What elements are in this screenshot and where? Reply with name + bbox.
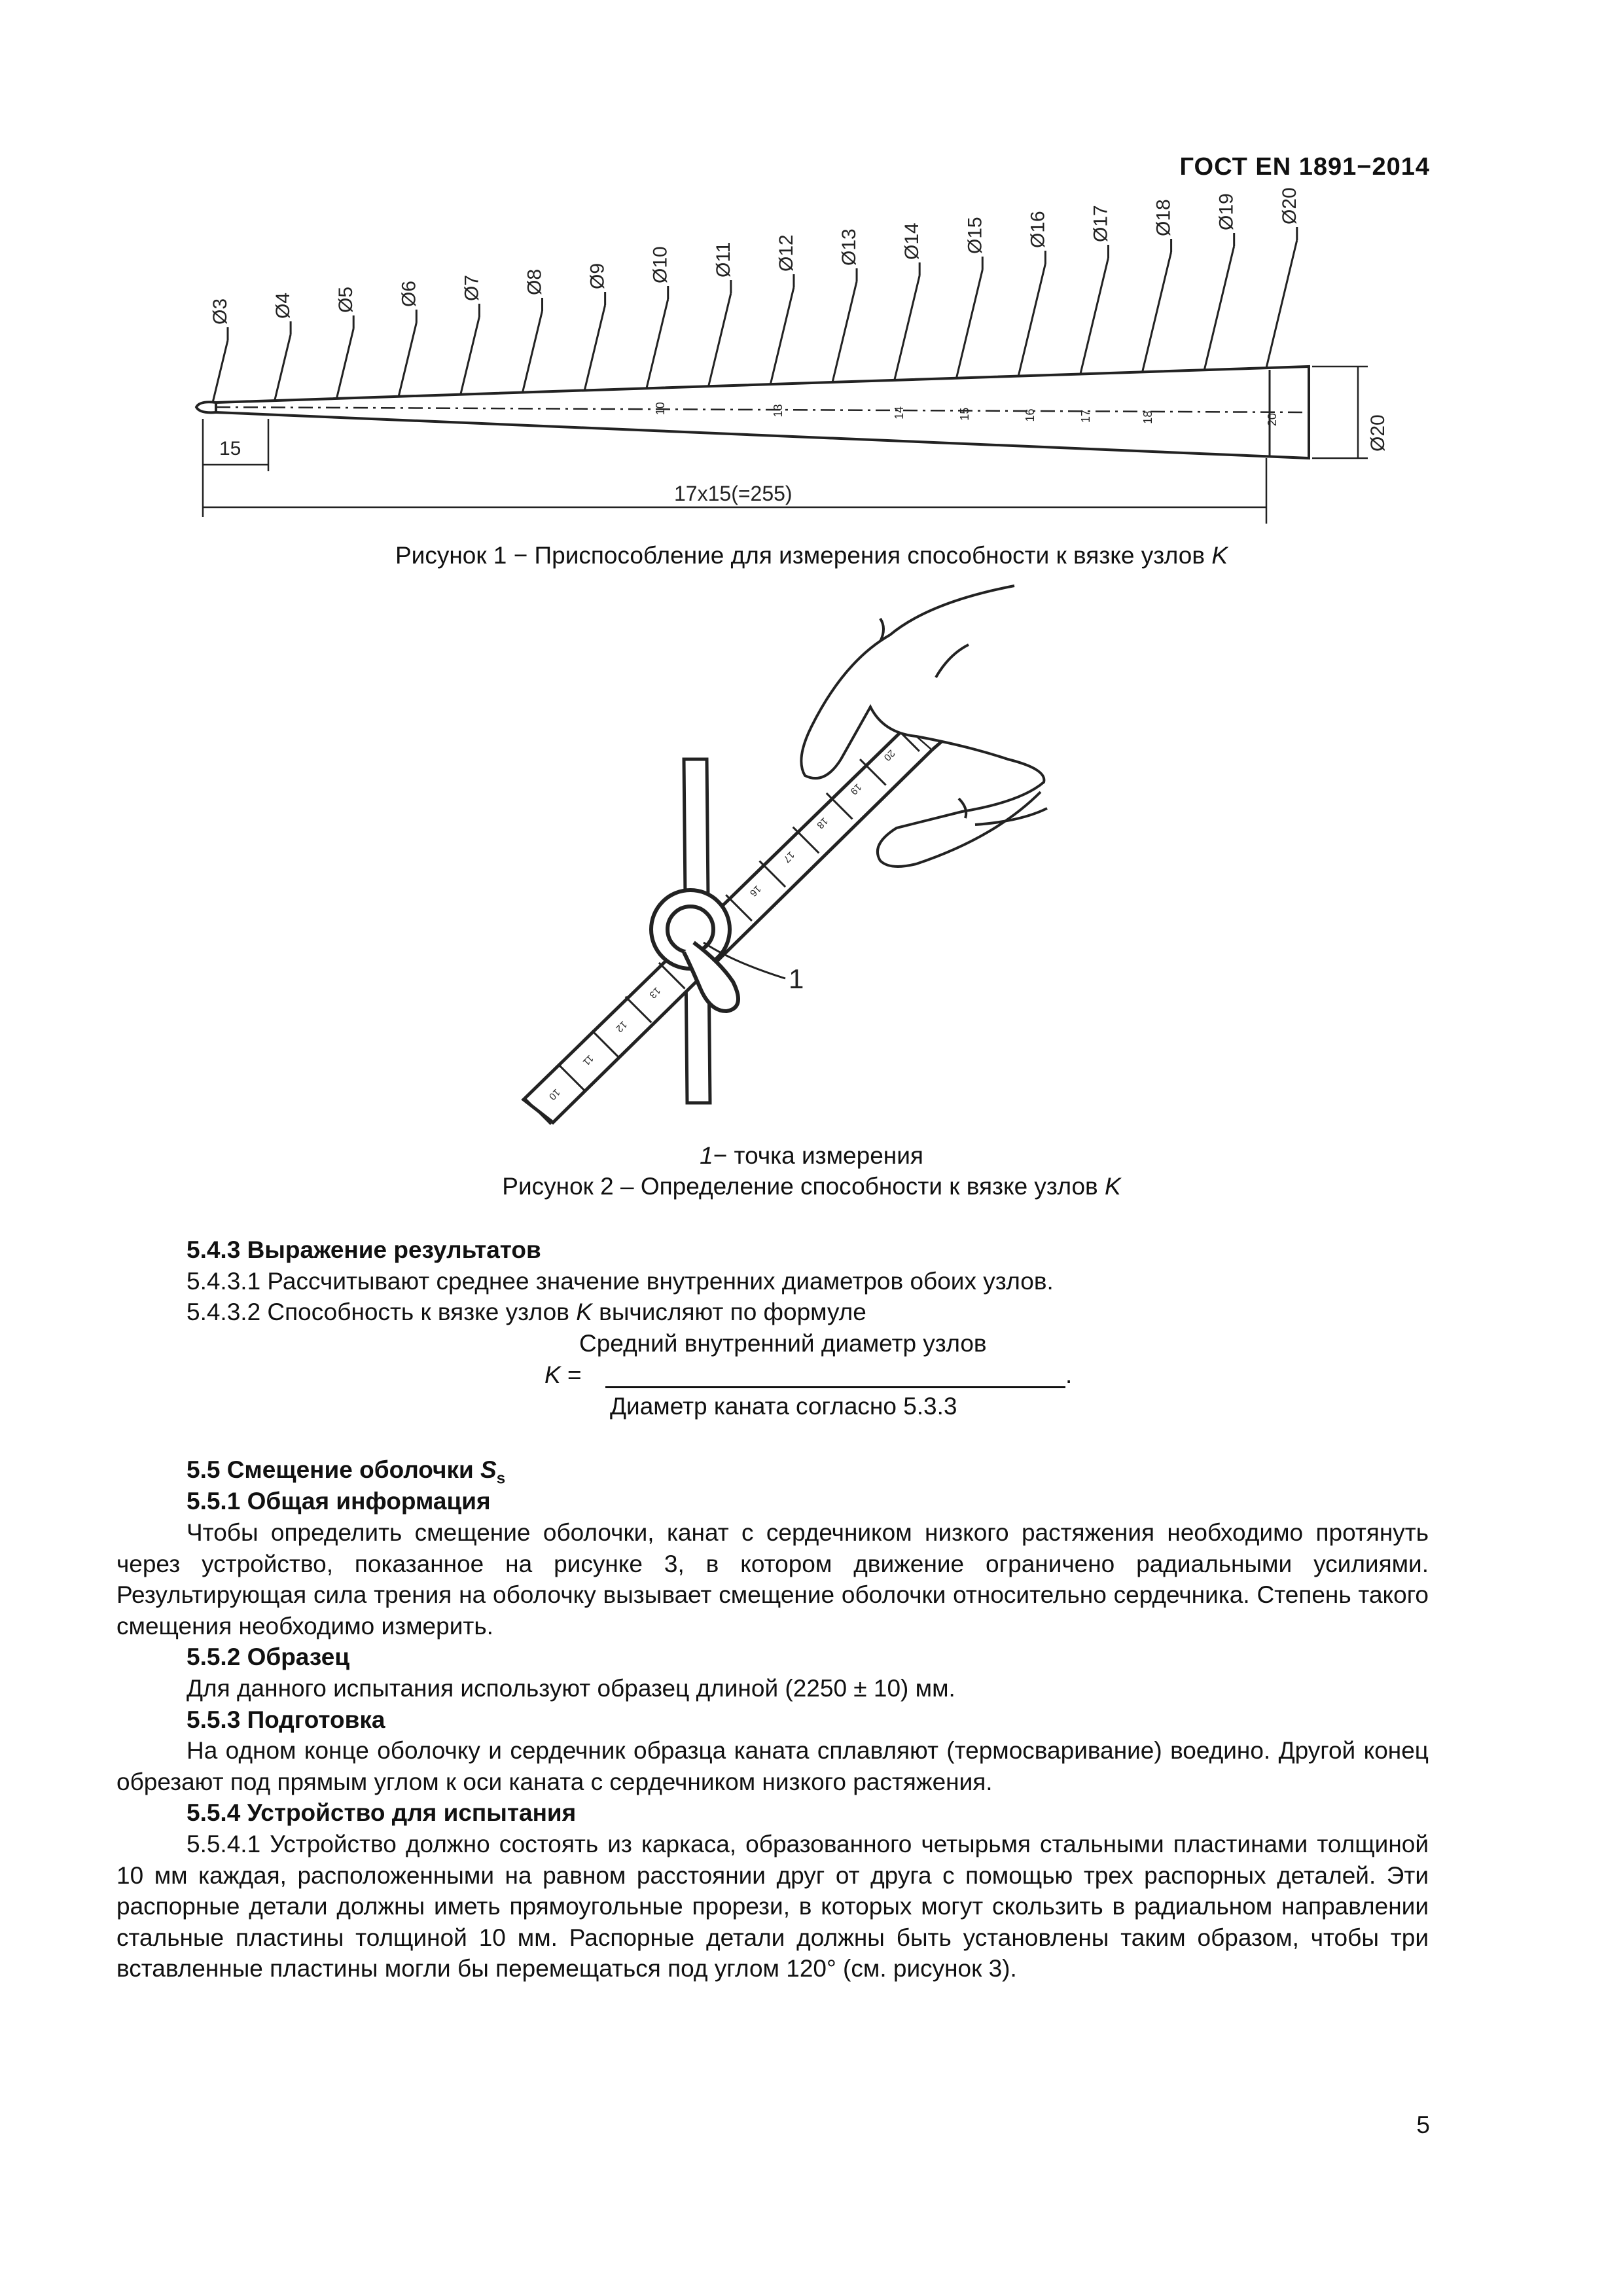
- segment-number-16: 16: [1024, 408, 1037, 422]
- diameter-label-17: Ø19: [1215, 193, 1238, 230]
- figure-1-caption: [0, 542, 1623, 569]
- paragraph-5-4-3-1: 5.4.3.1 Рассчитывают среднее значение внутренних диаметров обоих узлов.: [187, 1268, 1054, 1295]
- page-number: 5: [1416, 2111, 1430, 2138]
- diameter-label-4: Ø6: [398, 280, 420, 307]
- diameter-labels: [209, 187, 1300, 325]
- segment-number-15: 15: [958, 407, 971, 421]
- scale-mark-10: 10: [546, 1086, 562, 1102]
- diameter-pointer-4: [399, 323, 416, 397]
- formula-lhs: [544, 1359, 582, 1391]
- diameter-pointer-16: [1143, 252, 1171, 372]
- heading-5-5-3: 5.5.3 Подготовка: [187, 1706, 385, 1733]
- formula-fraction-bar: [605, 1386, 1065, 1388]
- segment-number-20: 20: [1266, 413, 1279, 427]
- diameter-pointer-15: [1080, 258, 1109, 374]
- diameter-label-1: Ø3: [209, 298, 231, 325]
- formula-lhs-symbol: K: [544, 1361, 561, 1388]
- segment-number-18: 18: [1141, 410, 1154, 424]
- scale-mark-12: 12: [613, 1018, 630, 1035]
- diameter-label-15: Ø17: [1090, 205, 1112, 242]
- segment-number-10: 10: [654, 402, 667, 416]
- scale-mark-13: 13: [647, 984, 663, 1001]
- segment-number-17: 17: [1079, 409, 1092, 423]
- diameter-pointer-17: [1204, 246, 1234, 370]
- paragraph-5-4-3-2-end: вычисляют по формуле: [592, 1299, 866, 1325]
- paragraph-5-5-1: Чтобы определить смещение оболочки, канат с сердечником низкого растяжения необходимо протянуть через устройство, показанное на рисунке 3, в котором движение ограничено радиальными усилиями. Результирующая сила трения на оболочку вызывает смещение оболочки относительно сердечника. Степень такого смещения необходимо измерить.: [116, 1519, 1429, 1640]
- formula-period: .: [1065, 1361, 1073, 1388]
- diameter-pointer-9: [709, 293, 731, 386]
- scale-mark-18: 18: [814, 815, 830, 831]
- diameter-pointer-8: [647, 299, 668, 388]
- heading-5-4-3: 5.4.3 Выражение результатов: [187, 1236, 541, 1263]
- diameter-label-12: Ø14: [901, 223, 923, 260]
- diameter-label-7: Ø9: [586, 262, 609, 289]
- scale-mark-20: 20: [881, 747, 897, 763]
- dim-total-length: 17x15(=255): [674, 482, 793, 505]
- heading-5-5-text: 5.5 Смещение оболочки: [187, 1456, 480, 1483]
- figure-1-knot-gauge-drawing: [190, 187, 1400, 530]
- callout-number: 1: [789, 963, 804, 994]
- diameter-pointer-18: [1266, 240, 1297, 368]
- paragraph-5-5-4-1: 5.5.4.1 Устройство должно состоять из каркаса, образованного четырьмя стальными пластинами толщиной 10 мм каждая, расположенными на равном расстоянии друг от друга с помощью трех распорных деталей. Эти распорные детали должны иметь прямоугольные прорези, в которых могут скользить в радиальном направлении стальные пластины толщиной 10 мм. Распорные детали должны быть установлены таким образом, чтобы три вставленные пластины могли бы перемещаться под углом 120° (см. рисунок 3).: [116, 1831, 1429, 1982]
- segment-number-13: 13: [772, 404, 785, 418]
- diameter-pointer-2: [275, 334, 291, 401]
- diameter-label-16: Ø18: [1152, 199, 1175, 236]
- segment-numbers: [654, 402, 1279, 426]
- diameter-pointer-12: [895, 276, 919, 380]
- paragraph-5-4-3-2-symbol: K: [576, 1299, 592, 1325]
- scale-mark-16: 16: [747, 883, 763, 899]
- diameter-label-13: Ø15: [964, 217, 986, 254]
- diameter-label-10: Ø12: [775, 234, 797, 272]
- scale-mark-11: 11: [580, 1052, 596, 1068]
- diameter-label-9: Ø11: [712, 242, 734, 278]
- figure-2-knot-measurement-drawing: [510, 576, 1073, 1132]
- figure-2-caption-symbol: K: [1105, 1173, 1121, 1200]
- heading-5-5-2: 5.5.2 Образец: [187, 1643, 350, 1670]
- diameter-pointer-14: [1018, 264, 1045, 376]
- legend-number: 1: [700, 1142, 713, 1169]
- diameter-pointer-11: [832, 281, 857, 382]
- diameter-pointer-3: [336, 329, 353, 399]
- formula-equals: =: [560, 1361, 582, 1388]
- formula-numerator: Средний внутренний диаметр узлов: [579, 1330, 987, 1357]
- diameter-label-14: Ø16: [1027, 211, 1049, 248]
- figure-2-caption: [0, 1173, 1623, 1200]
- scale-mark-19: 19: [847, 781, 864, 797]
- scale-mark-17: 17: [781, 849, 797, 865]
- diameter-label-18: Ø20: [1278, 187, 1300, 224]
- figure-2-caption-text: Рисунок 2 – Определение способности к вязке узлов: [502, 1173, 1105, 1200]
- diameter-pointer-10: [770, 287, 794, 384]
- diameter-label-5: Ø7: [461, 274, 483, 301]
- diameter-pointer-1: [213, 340, 228, 403]
- figure-1-caption-text: Рисунок 1 − Приспособление для измерения способности к вязке узлов: [395, 542, 1212, 569]
- heading-5-5-1: 5.5.1 Общая информация: [187, 1488, 491, 1515]
- dim-first-segment: 15: [219, 438, 241, 459]
- diameter-pointer-5: [461, 317, 480, 395]
- diameter-pointer-6: [523, 311, 543, 392]
- diameter-label-2: Ø4: [272, 292, 294, 319]
- diameter-label-8: Ø10: [649, 246, 671, 283]
- paragraph-5-4-3-2: [187, 1297, 866, 1328]
- paragraph-5-5-3: На одном конце оболочку и сердечник образца каната сплавляют (термосваривание) воедино. Другой конец обрезают под прямым углом к оси каната с сердечником низкого растяжения.: [116, 1737, 1429, 1795]
- diameter-pointer-7: [584, 305, 605, 390]
- paragraph-5-5-2: Для данного испытания используют образец длиной (2250 ± 10) мм.: [187, 1675, 955, 1702]
- diameter-pointers: [213, 227, 1297, 403]
- diameter-label-3: Ø5: [335, 286, 357, 313]
- legend-text: − точка измерения: [713, 1142, 923, 1169]
- standard-designation: ГОСТ EN 1891−2014: [1179, 153, 1430, 181]
- heading-5-5-symbol: S: [480, 1456, 497, 1483]
- heading-5-5-4: 5.5.4 Устройство для испытания: [187, 1799, 577, 1826]
- figure-2-legend: [0, 1142, 1623, 1170]
- formula-denominator: Диаметр каната согласно 5.3.3: [610, 1393, 957, 1420]
- diameter-label-11: Ø13: [838, 228, 861, 266]
- diameter-pointer-13: [956, 270, 982, 378]
- diameter-label-6: Ø8: [524, 268, 546, 295]
- segment-number-14: 14: [893, 406, 906, 420]
- heading-5-5-subscript: s: [496, 1469, 506, 1488]
- paragraph-5-4-3-2-start: 5.4.3.2 Способность к вязке узлов: [187, 1299, 577, 1325]
- figure-1-caption-symbol: K: [1211, 542, 1228, 569]
- dim-height: Ø20: [1367, 414, 1389, 452]
